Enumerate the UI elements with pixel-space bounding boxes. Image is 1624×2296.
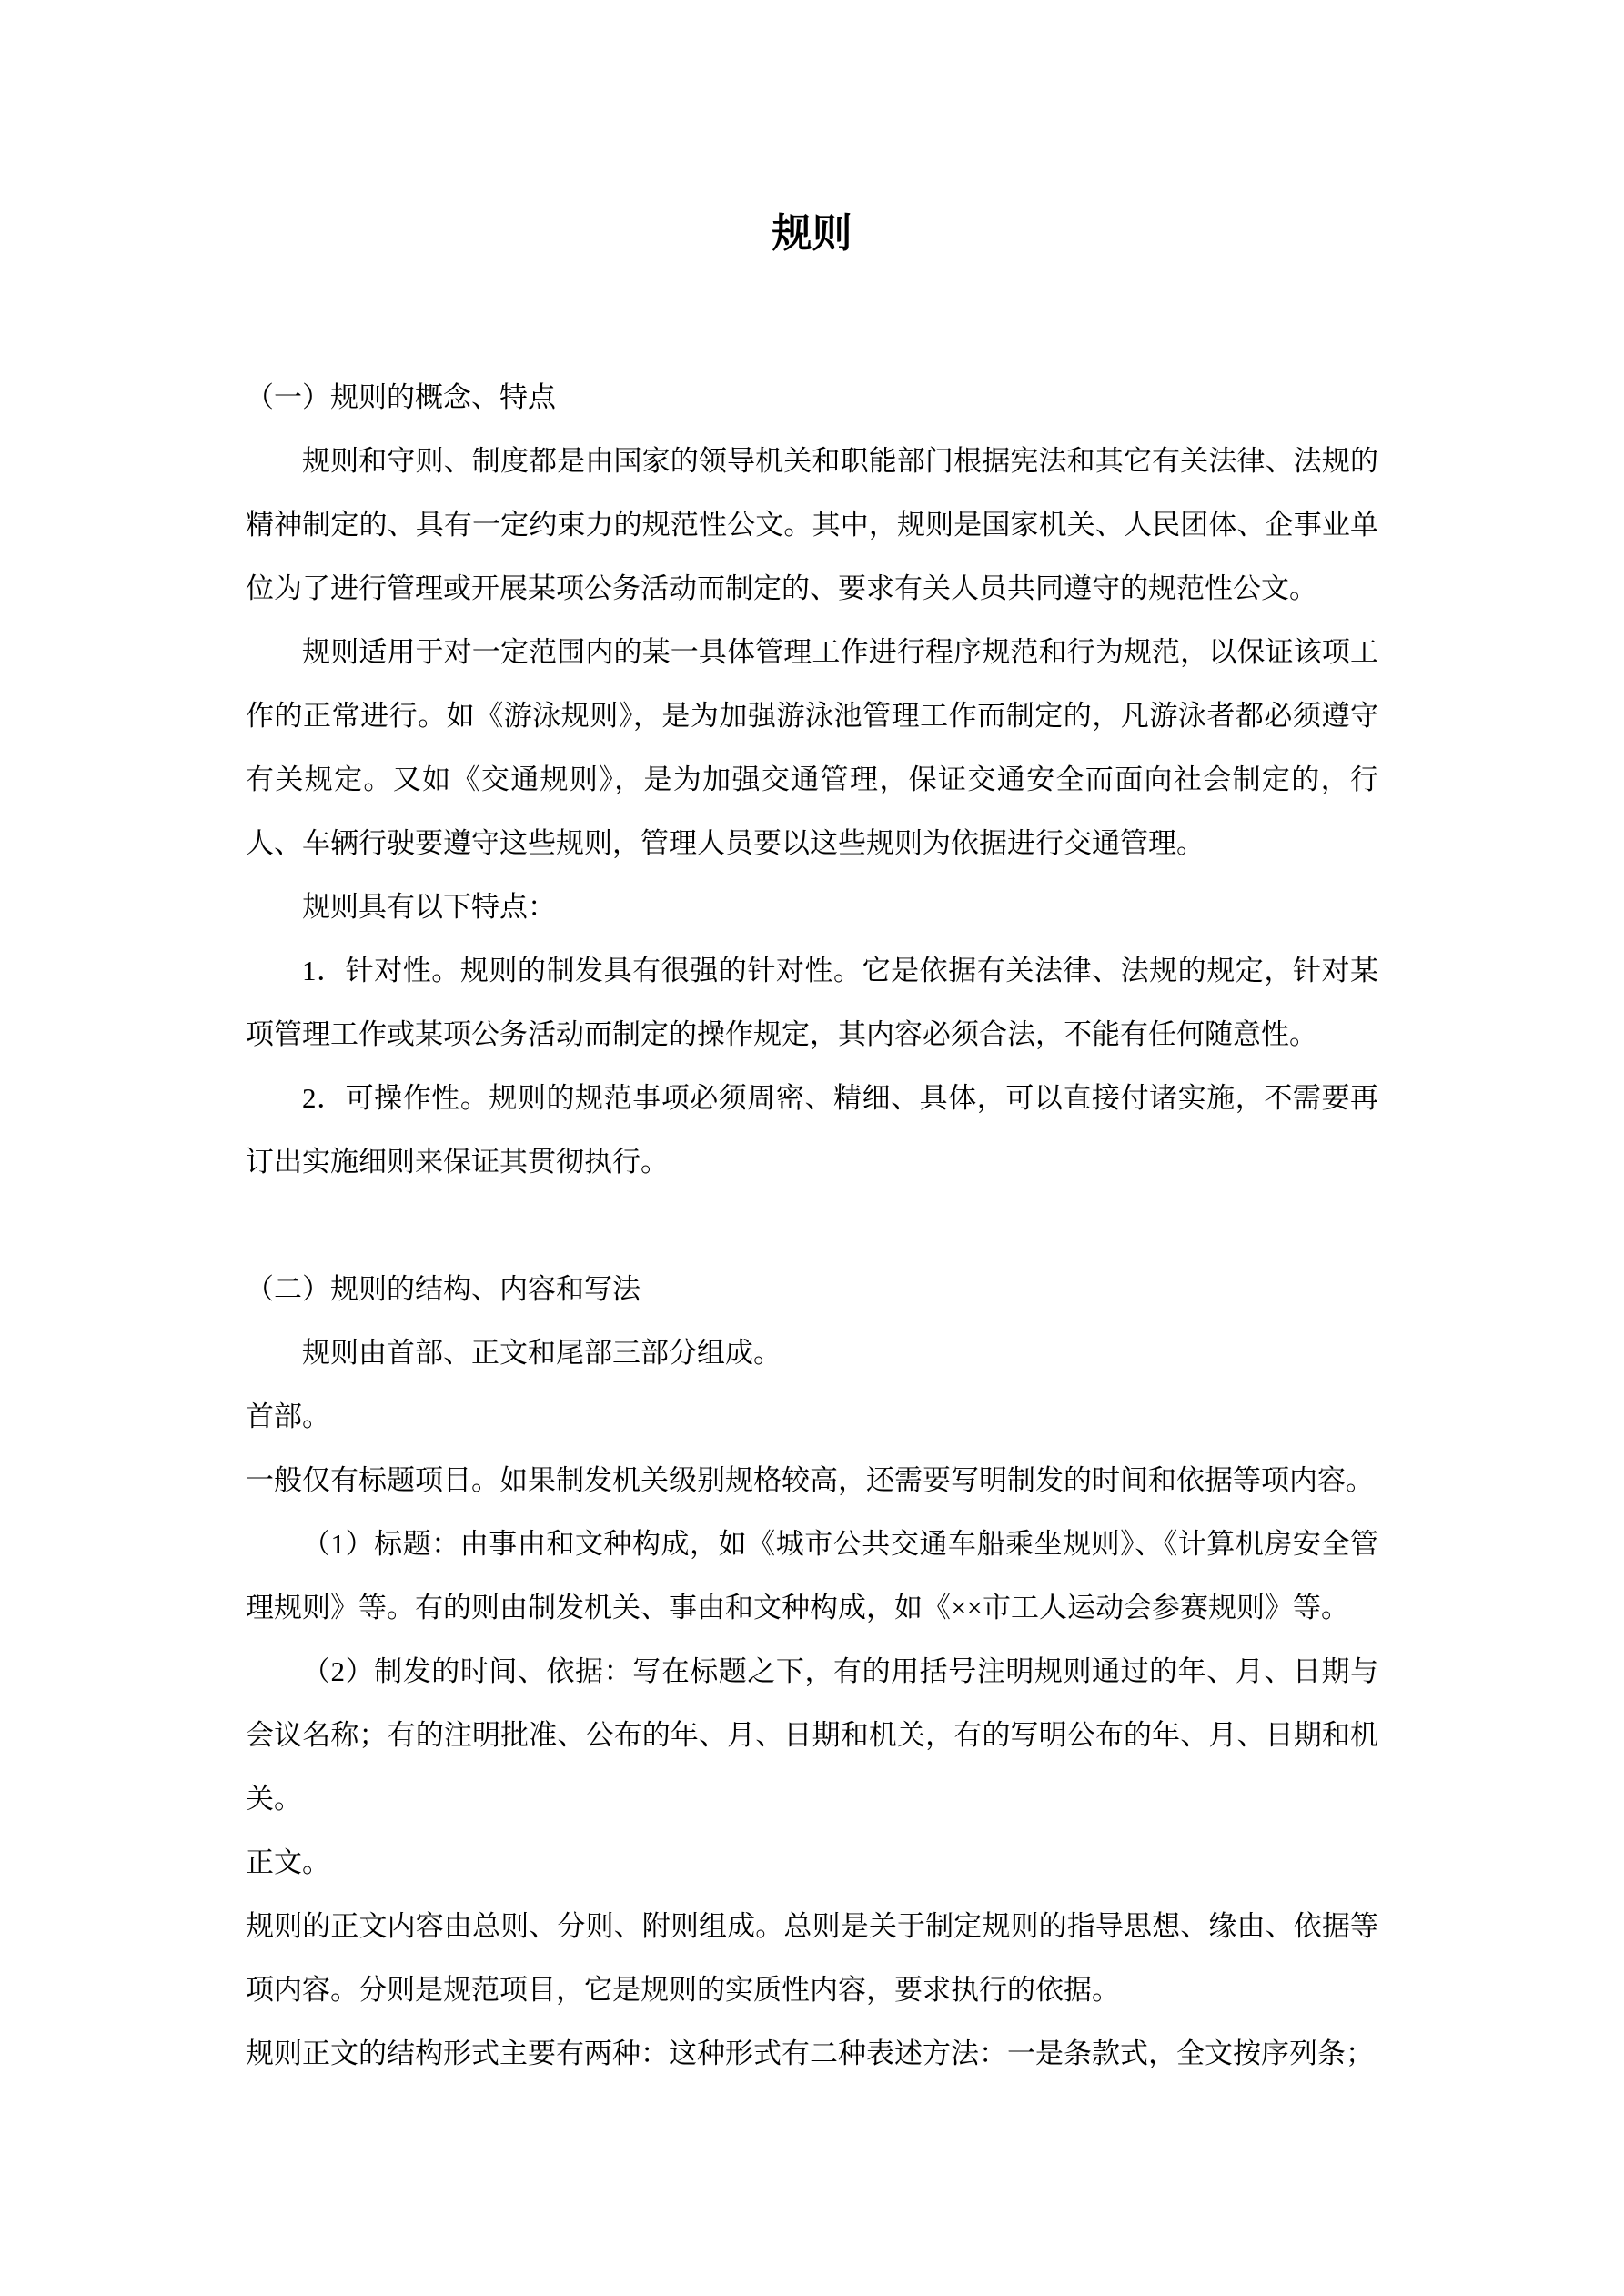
document-body (246, 366, 1378, 2086)
paragraph: 首部。 (246, 1401, 330, 1432)
paragraph: 规则适用于对一定范围内的某一具体管理工作进行程序规范和行为规范，以保证该项工作的正常进行。如《游泳规则》，是为加强游泳池管理工作而制定的，凡游泳者都必须遵守有关规定。又如《交通规则》，是为加强交通管理，保证交通安全而面向社会制定的，行人、车辆行驶要遵守这些规则，管理人员要以这些规则为依据进行交通管理。 (246, 636, 1378, 859)
page-title: 规则 (772, 211, 852, 256)
paragraph: （1）标题：由事由和文种构成，如《城市公共交通车船乘坐规则》、《计算机房安全管理规则》等。有的则由制发机关、事由和文种构成，如《××市工人运动会参赛规则》等。 (246, 1528, 1378, 1623)
paragraph: 2．可操作性。规则的规范事项必须周密、精细、具体，可以直接付诸实施，不需要再订出实施细则来保证其贯彻执行。 (246, 1082, 1378, 1178)
paragraph: （2）制发的时间、依据：写在标题之下，有的用括号注明规则通过的年、月、日期与会议名称；有的注明批准、公布的年、月、日期和机关，有的写明公布的年、月、日期和机关。 (246, 1655, 1378, 1815)
section-heading-2: （二）规则的结构、内容和写法 (246, 1273, 641, 1305)
section-heading-1: （一）规则的概念、特点 (246, 381, 556, 413)
paragraph: 规则由首部、正文和尾部三部分组成。 (302, 1337, 782, 1369)
paragraph: 规则和守则、制度都是由国家的领导机关和职能部门根据宪法和其它有关法律、法规的精神制定的、具有一定约束力的规范性公文。其中，规则是国家机关、人民团体、企事业单位为了进行管理或开展某项公务活动而制定的、要求有关人员共同遵守的规范性公文。 (246, 445, 1378, 604)
paragraph: 1．针对性。规则的制发具有很强的针对性。它是依据有关法律、法规的规定，针对某项管理工作或某项公务活动而制定的操作规定，其内容必须合法，不能有任何随意性。 (246, 955, 1378, 1050)
paragraph: 规则的正文内容由总则、分则、附则组成。总则是关于制定规则的指导思想、缘由、依据等项内容。分则是规范项目，它是规则的实质性内容，要求执行的依据。 (246, 1910, 1378, 2006)
paragraph: 规则具有以下特点： (302, 891, 556, 923)
paragraph: 规则正文的结构形式主要有两种：这种形式有二种表述方法：一是条款式，全文按序列条； (246, 2038, 1374, 2069)
paragraph: 正文。 (246, 1846, 330, 1878)
paragraph: 一般仅有标题项目。如果制发机关级别规格较高，还需要写明制发的时间和依据等项内容。 (246, 1464, 1374, 1496)
